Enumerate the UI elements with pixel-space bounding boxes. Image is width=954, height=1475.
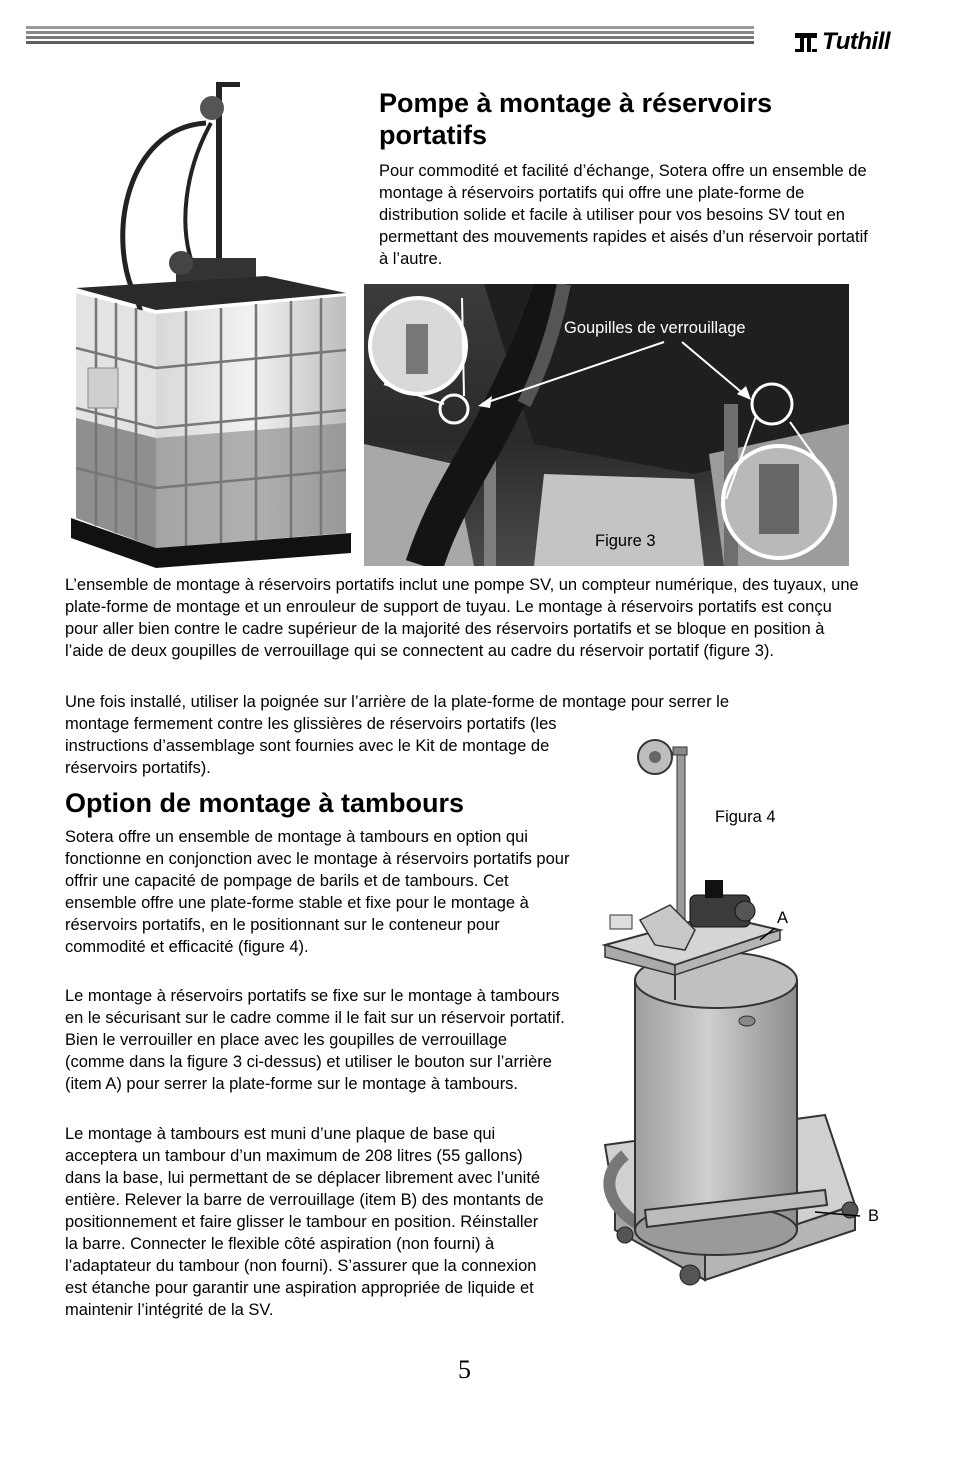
brand-name: Tuthill (822, 28, 891, 55)
paragraph-install-line1: Une fois installé, utiliser la poignée sur l’arrière de la plate-forme de montage pour serrer le (65, 693, 729, 711)
figure-4-caption: Figura 4 (715, 808, 776, 826)
paragraph-drum-option: Sotera offre un ensemble de montage à tambours en option qui fonctionne en conjonction avec le montage à réservoirs portatifs pour offrir une capacité de pompage de barils et de tambours. Cet ensemble offre une plate-forme stable et fixe pour le montage à réservoirs portatifs, en le positionnant sur le conteneur pour commodité et efficacité (figure 4). (65, 828, 570, 956)
brand-logo (793, 27, 890, 57)
figure-3 (364, 284, 849, 566)
tuthill-logo-icon (793, 30, 819, 54)
page-number: 5 (458, 1355, 471, 1384)
section-title-drum-mount: Option de montage à tambours (65, 788, 465, 818)
header-rule (26, 26, 754, 46)
figure-4-label-b: B (868, 1207, 880, 1225)
figure-3-callout: Goupilles de verrouillage (564, 319, 746, 337)
tote-tank-photo (66, 78, 354, 568)
figure-3-caption: Figure 3 (595, 532, 656, 550)
section-intro: Pour commodité et facilité d’échange, Sotera offre un ensemble de montage à réservoirs portatifs qui offre une plate-forme de distribution solide et facile à utiliser pour vos besoins SV tout en permettant des mouvements rapides et aisés d’un réservoir portatif à l’autre. (379, 162, 868, 268)
section-title-tote-mount: Pompe à montage à réservoirs portatifs (379, 88, 773, 150)
figure-4 (595, 735, 895, 1295)
paragraph-install-rest: montage fermement contre les glissières de réservoirs portatifs (les instructions d’assemblage sont fournies avec le Kit de montage de réservoirs portatifs). (65, 715, 557, 777)
paragraph-kit-contents: L’ensemble de montage à réservoirs portatifs inclut une pompe SV, un compteur numérique, des tuyaux, une plate-forme de montage et un enrouleur de support de tuyau. Le montage à réservoirs portatifs est conçu pour aller bien contre le cadre supérieur de la majorité des réservoirs portatifs et se bloque en position à l’aide de deux goupilles de verrouillage qui se connectent au cadre du réservoir portatif (figure 3). (65, 576, 859, 660)
paragraph-drum-attach: Le montage à réservoirs portatifs se fixe sur le montage à tambours en le sécurisant sur le cadre comme il le fait sur un réservoir portatif. Bien le verrouiller en place avec les goupilles de verrouillage (comme dans la figure 3 ci-dessus) et utiliser le bouton sur l’arrière (item A) pour serrer la plate-forme sur le montage à tambours. (65, 987, 565, 1093)
paragraph-drum-base: Le montage à tambours est muni d’une plaque de base qui acceptera un tambour d’un maximum de 208 litres (55 gallons) dans la base, lui permettant de se déplacer librement avec l’unité entière. Relever la barre de verrouillage (item B) des montants de positionnement et faire glisser le tambour en position. Réinstaller la barre. Connecter le flexible côté aspiration (non fourni) à l’adaptateur du tambour (non fourni). S’assurer que la connexion est étanche pour garantir une aspiration appropriée de liquide et maintenir l’intégrité de la SV. (65, 1125, 544, 1319)
figure-4-label-a: A (777, 909, 789, 927)
